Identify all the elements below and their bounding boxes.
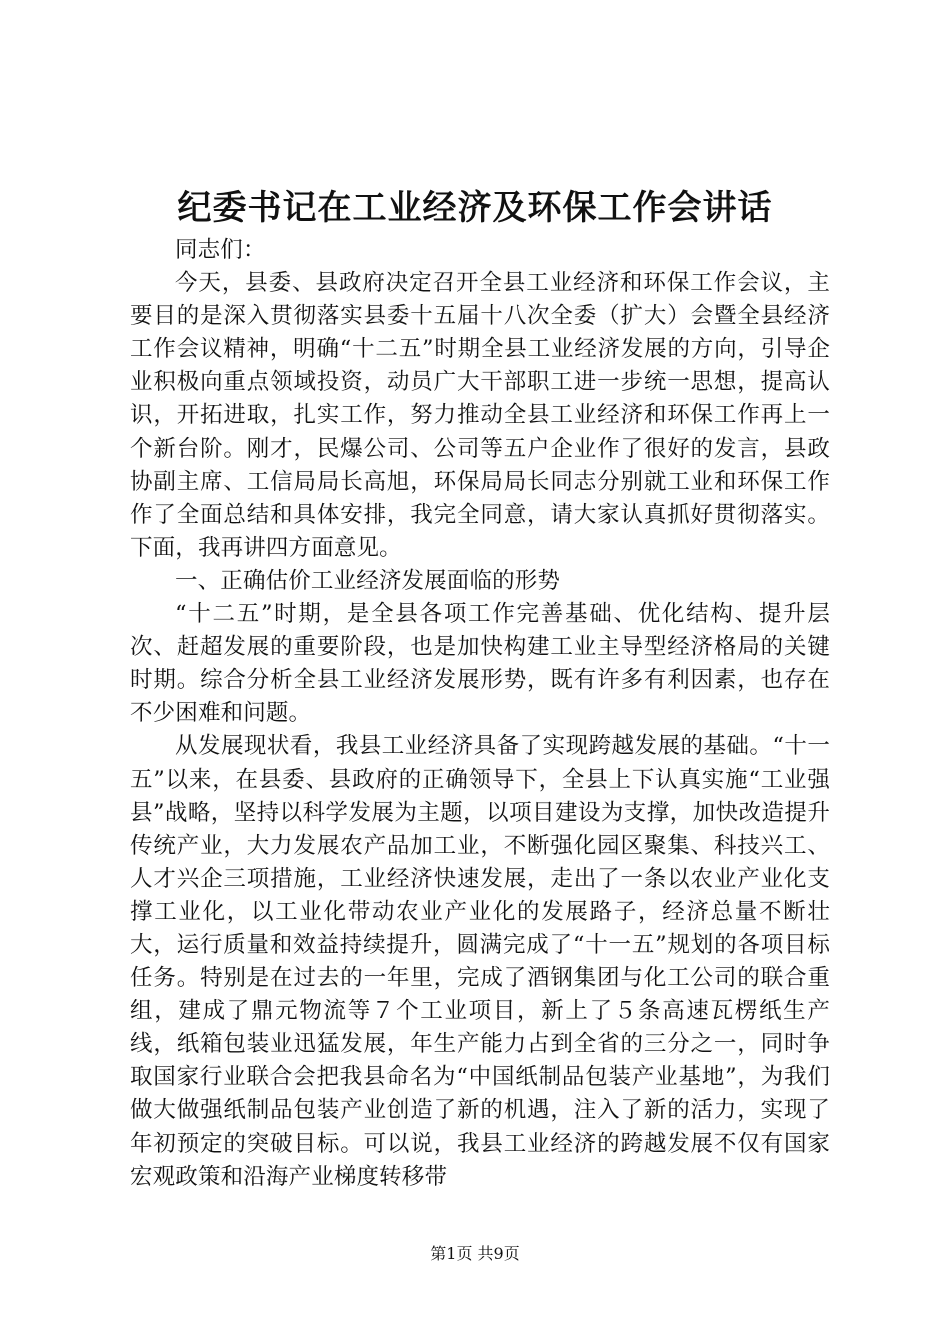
paragraph-status: 从发展现状看，我县工业经济具备了实现跨越发展的基础。“十一五”以来，在县委、县政府的正确领导下，全县上下认真实施“工业强县”战略，坚持以科学发展为主题，以项目建设为支撑，加快改造提升传统产业，大力发展农产品加工业，不断强化园区聚集、科技兴工、人才兴企三项措施，工业经济快速发展，走出了一条以农业产业化支撑工业化，以工业化带动农业产业化的发展路子，经济总量不断壮大，运行质量和效益持续提升，圆满完成了“十一五”规划的各项目标任务。特别是在过去的一年里，完成了酒钢集团与化工公司的联合重组，建成了鼎元物流等７个工业项目，新上了５条高速瓦楞纸生产线，纸箱包装业迅猛发展，年生产能力占到全省的三分之一，同时争取国家行业联合会把我县命名为“中国纸制品包装产业基地”，为我们做大做强纸制品包装产业创造了新的机遇，注入了新的活力，实现了年初预定的突破目标。可以说，我县工业经济的跨越发展不仅有国家宏观政策和沿海产业梯度转移带 <box>130 733 830 1190</box>
page-number-footer: 第1页 共9页 <box>430 1244 520 1263</box>
paragraph-period: “十二五”时期，是全县各项工作完善基础、优化结构、提升层次、赶超发展的重要阶段，也是加快构建工业主导型经济格局的关键时期。综合分析全县工业经济发展形势，既有许多有利因素，也存在不少困难和问题。 <box>130 601 830 727</box>
document-title: 纪委书记在工业经济及环保工作会讲话 <box>177 188 773 228</box>
salutation: 同志们： <box>175 237 266 263</box>
document-body <box>130 234 830 1194</box>
section-heading-1: 一、正确估价工业经济发展面临的形势 <box>175 567 561 594</box>
paragraph-intro: 今天，县委、县政府决定召开全县工业经济和环保工作会议，主要目的是深入贯彻落实县委十五届十八次全委（扩大）会暨全县经济工作会议精神，明确“十二五”时期全县工业经济发展的方向，引导企业积极向重点领域投资，动员广大干部职工进一步统一思想，提高认识，开拓进取，扎实工作，努力推动全县工业经济和环保工作再上一个新台阶。刚才，民爆公司、公司等五户企业作了很好的发言，县政协副主席、工信局局长高旭，环保局局长同志分别就工业和环保工作作了全面总结和具体安排，我完全同意，请大家认真抓好贯彻落实。下面，我再讲四方面意见。 <box>130 270 830 561</box>
